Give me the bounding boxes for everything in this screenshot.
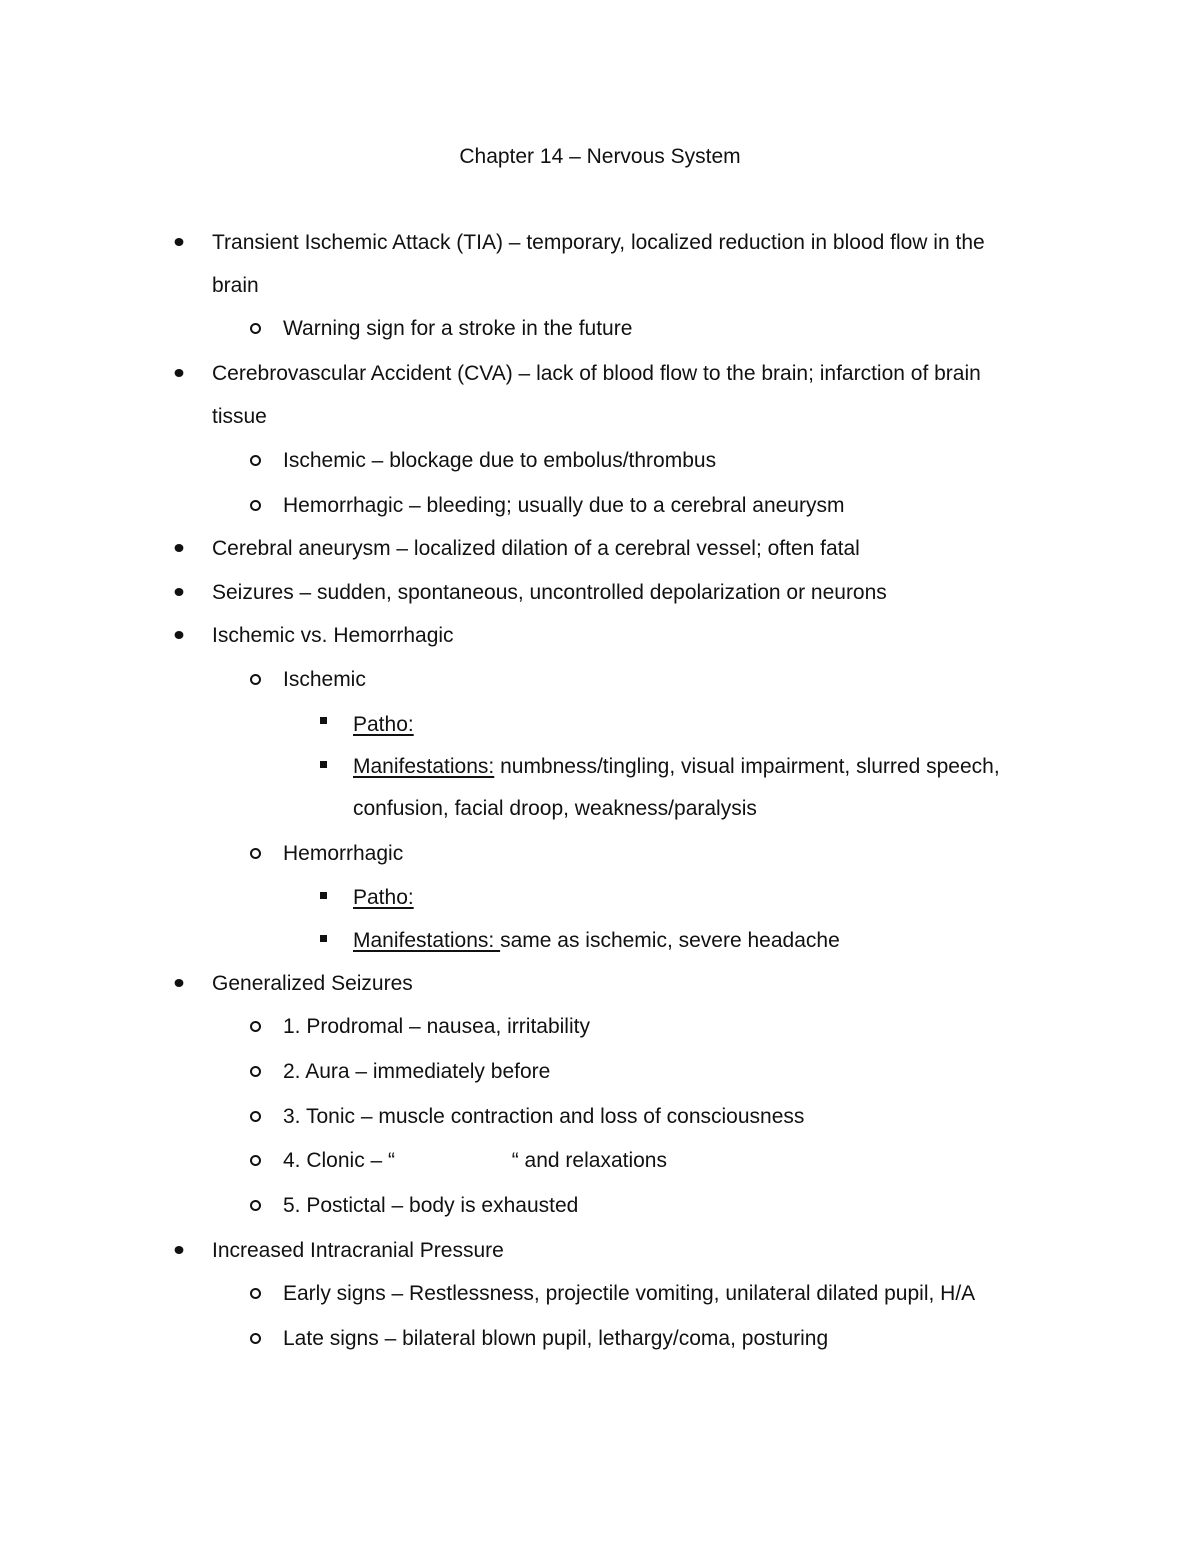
manifestations-text: same as ischemic, severe headache xyxy=(500,929,840,952)
patho-label: Patho: xyxy=(353,713,414,736)
sublist-item-icp-early: Early signs – Restlessness, projectile vomiting, unilateral dilated pupil, H/A xyxy=(283,1282,976,1305)
sublist-item-clonic: 4. Clonic – “ “ and relaxations xyxy=(283,1149,667,1172)
bullet-circle-icon xyxy=(250,848,261,859)
list-item-seizures: Seizures – sudden, spontaneous, uncontrolled depolarization or neurons xyxy=(212,581,887,604)
bullet-circle-icon xyxy=(250,1066,261,1077)
list-item-tia: Transient Ischemic Attack (TIA) – temporary, localized reduction in blood flow in the xyxy=(212,231,985,254)
list-item-ischemic-vs-hemorrhagic: Ischemic vs. Hemorrhagic xyxy=(212,624,454,647)
bullet-dot-icon xyxy=(175,238,184,246)
bullet-circle-icon xyxy=(250,1111,261,1122)
bullet-circle-icon xyxy=(250,1288,261,1299)
manifestations-text: numbness/tingling, visual impairment, slurred speech, xyxy=(494,755,1000,778)
subsublist-item-ischemic-manifestations xyxy=(353,753,1000,781)
sublist-item-tonic: 3. Tonic – muscle contraction and loss of consciousness xyxy=(283,1105,805,1128)
bullet-square-icon xyxy=(320,761,327,768)
list-item-generalized-seizures: Generalized Seizures xyxy=(212,972,413,995)
page-title: Chapter 14 – Nervous System xyxy=(459,145,741,168)
sublist-item-cva-hemorrhagic: Hemorrhagic – bleeding; usually due to a cerebral aneurysm xyxy=(283,494,845,517)
bullet-circle-icon xyxy=(250,323,261,334)
sublist-item-tia-warning: Warning sign for a stroke in the future xyxy=(283,317,633,340)
bullet-circle-icon xyxy=(250,1333,261,1344)
bullet-circle-icon xyxy=(250,674,261,685)
bullet-square-icon xyxy=(320,717,327,724)
bullet-circle-icon xyxy=(250,500,261,511)
bullet-dot-icon xyxy=(175,979,184,987)
manifestations-label: Manifestations: xyxy=(353,929,501,952)
list-item-aneurysm: Cerebral aneurysm – localized dilation of a cerebral vessel; often fatal xyxy=(212,537,860,560)
sublist-item-icp-late: Late signs – bilateral blown pupil, lethargy/coma, posturing xyxy=(283,1327,829,1350)
sublist-item-aura: 2. Aura – immediately before xyxy=(283,1060,551,1083)
sublist-item-prodromal: 1. Prodromal – nausea, irritability xyxy=(283,1015,590,1038)
list-item-icp: Increased Intracranial Pressure xyxy=(212,1239,504,1262)
list-item-tia-continued: brain xyxy=(212,274,259,297)
sublist-item-cva-ischemic: Ischemic – blockage due to embolus/thrombus xyxy=(283,449,717,472)
bullet-dot-icon xyxy=(175,1246,184,1254)
manifestations-label: Manifestations: xyxy=(353,755,495,778)
bullet-dot-icon xyxy=(175,631,184,639)
bullet-dot-icon xyxy=(175,588,184,596)
bullet-dot-icon xyxy=(175,544,184,552)
bullet-circle-icon xyxy=(250,1155,261,1166)
subsublist-item-hemorrhagic-patho xyxy=(353,884,414,912)
bullet-circle-icon xyxy=(250,1021,261,1032)
sublist-item-hemorrhagic: Hemorrhagic xyxy=(283,842,404,865)
subsublist-item-ischemic-patho xyxy=(353,711,414,739)
list-item-cva: Cerebrovascular Accident (CVA) – lack of blood flow to the brain; infarction of brain xyxy=(212,362,981,385)
bullet-circle-icon xyxy=(250,1200,261,1211)
subsublist-item-hemorrhagic-manifestations xyxy=(353,927,840,955)
bullet-square-icon xyxy=(320,892,327,899)
bullet-square-icon xyxy=(320,935,327,942)
list-item-cva-continued: tissue xyxy=(212,405,267,428)
patho-label: Patho: xyxy=(353,886,414,909)
sublist-item-postictal: 5. Postictal – body is exhausted xyxy=(283,1194,579,1217)
bullet-dot-icon xyxy=(175,369,184,377)
subsublist-item-ischemic-manifestations-continued: confusion, facial droop, weakness/paralysis xyxy=(353,797,757,820)
sublist-item-ischemic: Ischemic xyxy=(283,668,366,691)
bullet-circle-icon xyxy=(250,455,261,466)
